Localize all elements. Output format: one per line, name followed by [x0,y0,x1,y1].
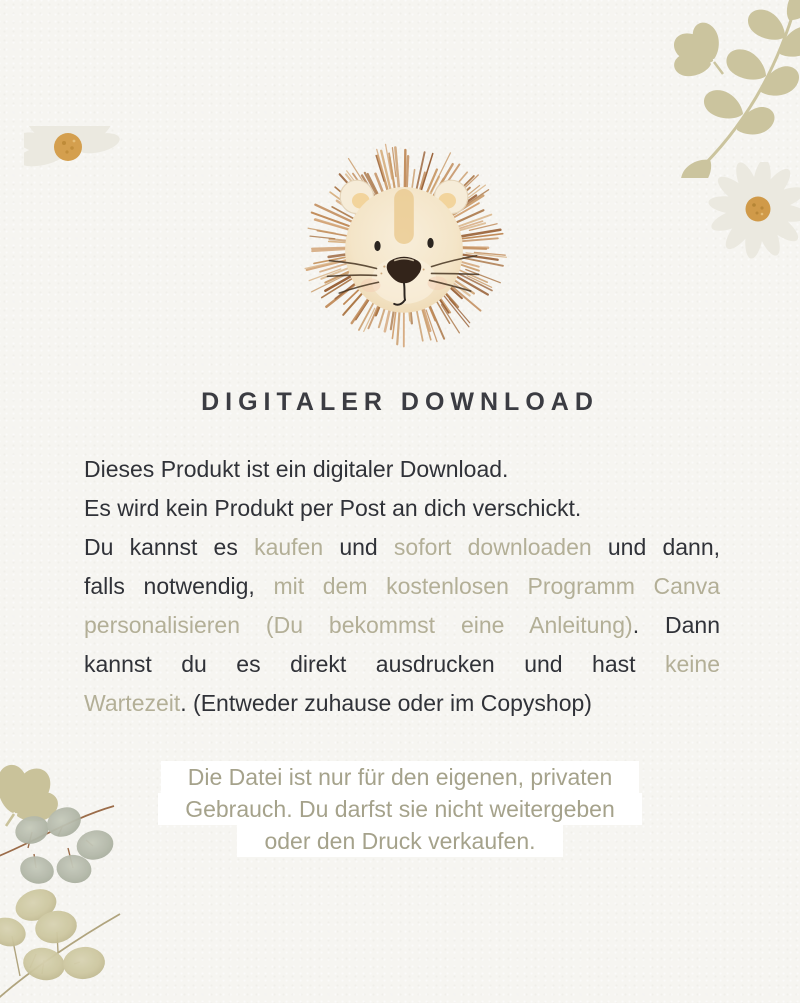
body-line [84,528,720,567]
body-segment: und [323,534,394,560]
highlighted-text: sofort downloaden [393,534,592,560]
notice-highlight: oder den Druck verkaufen. [237,825,562,857]
body-segment: und dann, [591,534,721,560]
notice-line [0,825,800,857]
body-line [84,567,720,606]
body-segment: falls notwendig, [84,573,274,599]
body-segment: Du kannst es [84,534,255,560]
body-line [84,450,720,489]
body-line [84,645,720,684]
lion-illustration [296,136,512,352]
usage-notice [0,761,800,857]
highlighted-text: keine [665,651,720,677]
notice-highlight: Gebrauch. Du darfst sie nicht weitergeben [158,793,642,825]
body-text [84,450,720,723]
body-segment: Es wird kein Produkt per Post an dich verschickt. [84,495,582,521]
body-segment: . Dann [632,612,721,638]
notice-highlight: Die Datei ist nur für den eigenen, privaten [161,761,639,793]
body-line [84,606,720,645]
highlighted-text: mit dem kostenlosen Programm Canva [273,573,720,599]
page-title: DIGITALER DOWNLOAD [201,388,599,416]
daisy-center [54,133,82,161]
body-line [84,684,720,723]
body-segment: Dieses Produkt ist ein digitaler Download. [84,456,509,482]
daisy-half-icon [24,126,142,236]
highlighted-text: personalisieren (Du bekommst eine Anleitung) [84,612,633,638]
body-line [84,489,720,528]
daisy-icon [706,162,800,268]
lion-forehead-stripe [394,189,414,244]
highlighted-text: kaufen [254,534,324,560]
body-segment: kannst du es direkt ausdrucken und hast [84,651,666,677]
body-segment: . (Entweder zuhause oder im Copyshop) [180,690,592,716]
notice-line [0,761,800,793]
notice-line [0,793,800,825]
highlighted-text: Wartezeit [84,690,181,716]
eucalyptus-olive [0,884,120,1002]
leaf-branch-icon [638,0,800,178]
daisy-center [746,197,771,222]
